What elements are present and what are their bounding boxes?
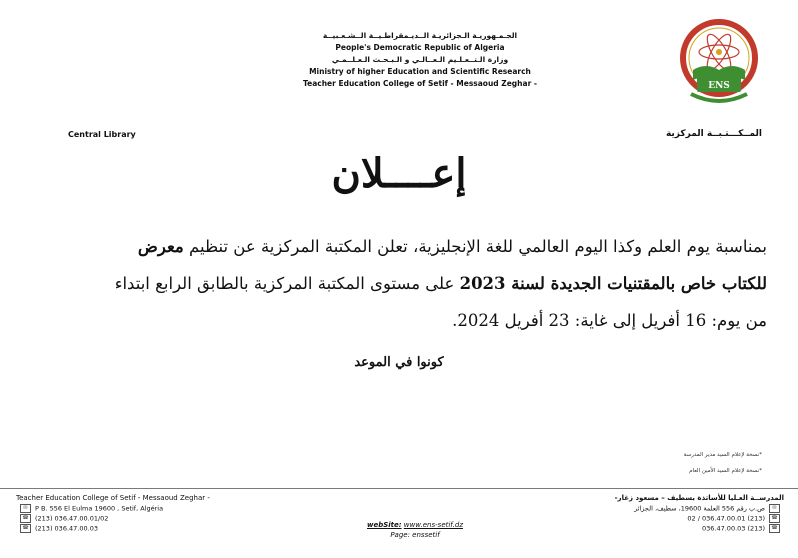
- phone-icon: ☎: [769, 514, 780, 523]
- mail-icon: ✉: [769, 504, 780, 513]
- copy-note-1: *نسخة لإعلام السيد مدير المدرسة: [683, 452, 762, 458]
- footer-left-fax: (213) 036.47.00.03: [35, 524, 98, 532]
- ens-logo: [671, 18, 767, 108]
- body-line-1-text: بمناسبة يوم العلم وكذا اليوم العالمي للغة الإنجليزية، تعلن المكتبة المركزية عن تنظيم: [189, 237, 767, 256]
- fax-icon: ☎: [769, 524, 780, 533]
- header-ministry-en: Ministry of higher Education and Scientific Research: [309, 67, 531, 76]
- mail-icon: ✉: [20, 504, 31, 513]
- library-label-en: Central Library: [68, 130, 136, 139]
- footer-left-phone: (213) 036.47.00.01/02: [35, 514, 109, 522]
- footer-center: [330, 520, 500, 540]
- announcement-title: إعــــلان: [331, 150, 467, 197]
- header-ministry-ar: وزارة الـتــعـلـيم الـعــالـي و الـبـحـث الـعـلــمـي: [331, 55, 509, 64]
- footer-right-address: ص.ب رقم 556 العلمة 19600، سطيف، الجزائر: [634, 504, 765, 512]
- copy-note-2: *نسخة لإعلام السيد الأمين العام: [689, 468, 762, 474]
- header-country-en: People's Democratic Republic of Algeria: [335, 43, 505, 52]
- logo-text: ENS: [708, 81, 730, 91]
- body-line-3: من يوم: 16 أفريل إلى غاية: 23 أفريل 2024.: [452, 311, 767, 330]
- website-link[interactable]: www.ens-setif.dz: [403, 521, 463, 529]
- institution-header: [220, 30, 620, 90]
- closing-line: كونوا في الموعد: [354, 355, 444, 370]
- header-college-en: Teacher Education College of Setif - Messaoud Zeghar -: [303, 79, 537, 88]
- footer-right-title: المدرســة العـليا للأساتذة بسطيف – مسعود زغار-: [614, 494, 784, 502]
- body-line-2-bold: للكتاب خاص بالمقتنيات الجديدة لسنة 2023: [459, 274, 767, 293]
- body-line-2: [62, 265, 767, 302]
- body-line-1: [62, 228, 767, 265]
- library-label-ar: المــكـــتـبــة المركزية: [665, 129, 762, 139]
- phone-icon: ☎: [20, 514, 31, 523]
- footer-right-fax: (213) 036.47.00.03: [702, 524, 765, 532]
- footer-divider: [0, 488, 798, 489]
- footer-left-address: P B. 556 El Eulma 19600 , Setif, Algéria: [35, 504, 164, 512]
- body-line-1-bold: معرض: [137, 237, 184, 256]
- fax-icon: ☎: [20, 524, 31, 533]
- footer-right: [615, 494, 784, 534]
- footer-left: [16, 494, 210, 534]
- ens-logo-emblem: [671, 18, 767, 108]
- body-line-2-text: على مستوى المكتبة المركزية بالطابق الرابع ابتداء: [114, 274, 455, 293]
- website-label: webSite:: [367, 521, 402, 529]
- footer-page: Page: enssetif: [390, 531, 440, 539]
- header-country-ar: الجـمـهوريـة الـجزائريـة الــديـمقراطـيــة الــشـعـبيــة: [322, 31, 518, 40]
- footer-left-title: Teacher Education College of Setif - Messaoud Zeghar -: [16, 494, 210, 502]
- announcement-body: [62, 228, 767, 339]
- footer-right-phone: (213) 036.47.00.01 / 02: [687, 514, 765, 522]
